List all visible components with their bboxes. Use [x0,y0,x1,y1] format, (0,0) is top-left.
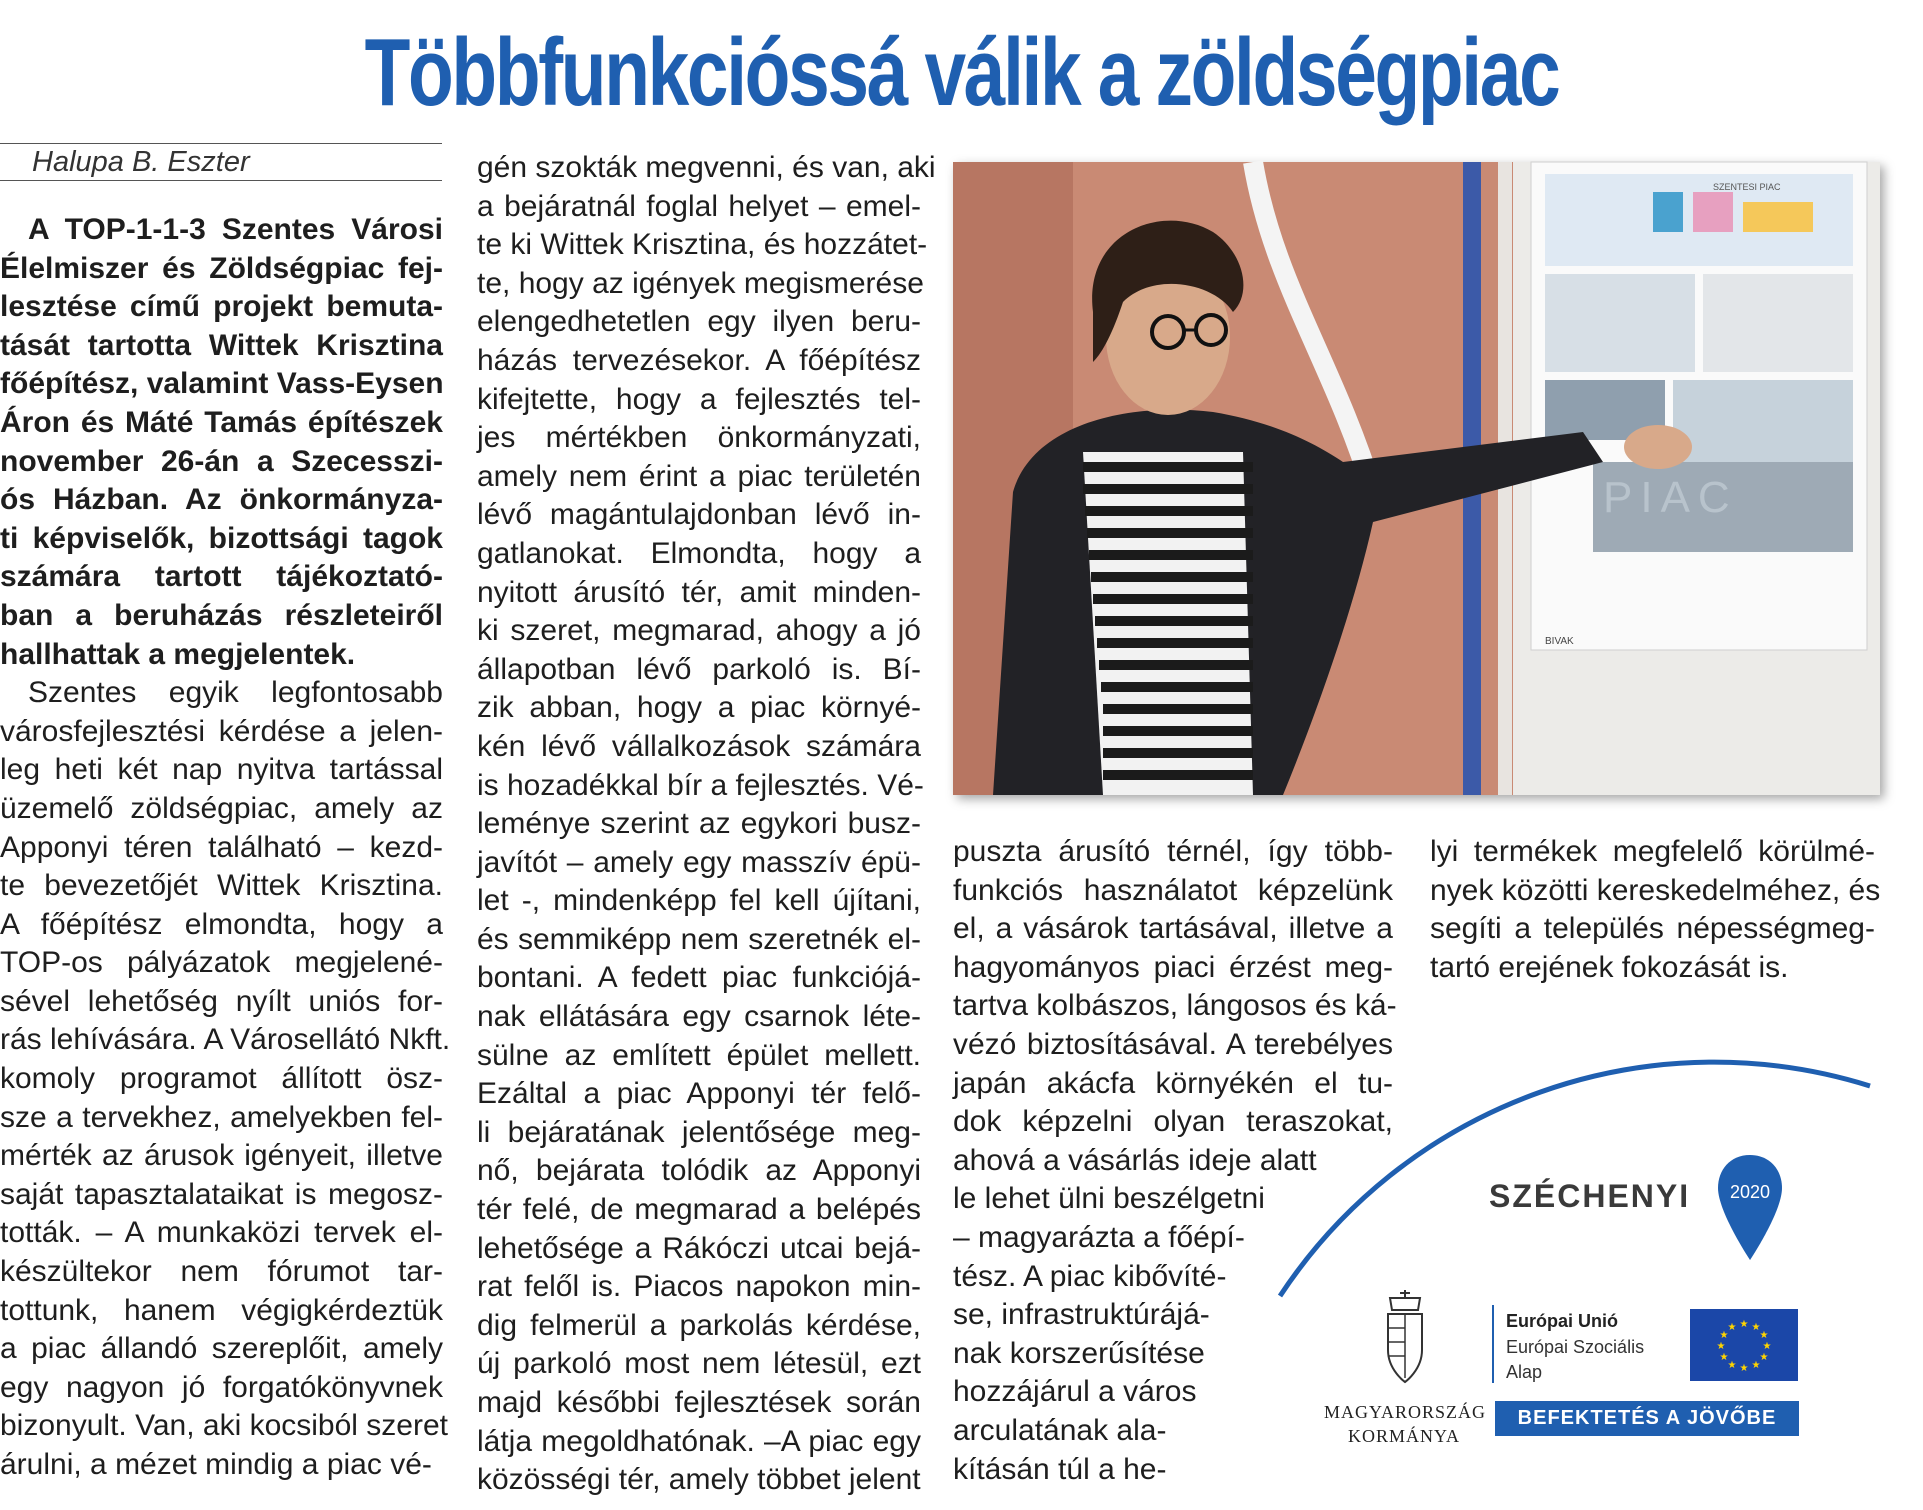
text-line: sével lehetőség nyílt uniós for- [0,984,443,1018]
text-line: elengedhetetlen egy ilyen beru- [477,305,921,339]
text-line: tását tartotta Wittek Krisztina [0,328,443,362]
text-line: Apponyi téren található – kezd- [0,830,443,864]
text-line: japán akácfa környékén el tu- [953,1066,1393,1100]
text-line: dok képzelni olyan teraszokat, [953,1105,1393,1139]
text-line: komoly programot állított ösz- [0,1062,443,1096]
szechenyi-year: 2020 [1729,1182,1771,1202]
text-line: te ki Wittek Krisztina, és hozzátet- [477,228,928,262]
text-line: tották. – A munkaközi tervek el- [0,1216,443,1250]
svg-text:★: ★ [1727,1322,1737,1333]
text-line: november 26-án a Szecesszi- [0,444,443,478]
poster-footer: BIVAK [1545,636,1574,647]
text-line: nyek közötti kereskedelméhez, és [1430,873,1881,907]
text-line: készültekor nem fórumot tar- [0,1255,443,1289]
svg-text:★: ★ [1739,1319,1749,1330]
text-line: arculatának ala- [953,1413,1167,1447]
svg-text:★: ★ [1759,1352,1769,1363]
hungarian-crest-icon [1380,1290,1430,1390]
text-line: nak korszerűsítése [953,1336,1205,1370]
text-line: te bevezetőjét Wittek Krisztina. [0,869,443,903]
byline: Halupa B. Eszter [32,146,250,178]
text-line: állapotban lévő parkoló is. Bí- [477,652,921,686]
svg-text:★: ★ [1727,1360,1737,1371]
text-line: a bejáratnál foglal helyet – emel- [477,189,921,223]
text-line: leg heti két nap nyitva tartással [0,753,443,787]
szechenyi-pin-icon [1715,1150,1785,1265]
text-line: házás tervezésekor. A főépítész [477,343,921,377]
text-line: leménye szerint az egykori busz- [477,807,921,841]
text-line: ban a beruházás részleteiről [0,598,443,632]
government-name-line1: MAGYARORSZÁG [1324,1402,1487,1422]
byline-top-rule [0,143,442,144]
text-line: Ezáltal a piac Apponyi tér felő- [477,1077,921,1111]
svg-text:★: ★ [1759,1330,1769,1341]
text-line: gén szokták megvenni, és van, aki [477,151,936,184]
text-line: lévő magántulajdonban lévő in- [477,498,921,532]
text-line: A főépítész elmondta, hogy a [0,907,443,941]
text-line: se, infrastruktúrájá- [953,1298,1210,1332]
eu-flag-icon [1690,1309,1798,1381]
text-line: dig felmerül a parkolás kérdése, [477,1308,921,1342]
text-line: hozzájárul a város [953,1375,1197,1409]
text-line: tér felé, de megmarad a belépés [477,1193,921,1227]
text-line: lesztése című projekt bemuta- [0,290,443,324]
text-line: let -, mindenképp fel kell újítani, [477,884,921,918]
text-line: ki szeret, megmarad, ahogy a jó [477,614,921,648]
text-line: hagyományos piaci érzést meg- [953,950,1393,984]
text-line: számára tartott tájékoztató- [0,560,443,594]
text-line: egy nagyon jó forgatókönyvnek [0,1370,443,1404]
text-line: TOP-os pályázatok megjelené- [0,946,443,980]
text-line: rat felől is. Piacos napokon min- [477,1270,921,1304]
text-line: nő, bejárata tolódik az Apponyi [477,1154,921,1188]
text-line: majd későbbi fejlesztések során [477,1386,921,1419]
text-line: li bejáratának jelentősége meg- [477,1115,921,1149]
szechenyi-logo-text: SZÉCHENYI [1489,1178,1691,1214]
text-line: tottunk, hanem végigkérdeztük [0,1293,443,1327]
text-line: kifejtette, hogy a fejlesztés tel- [477,382,921,416]
text-line: le lehet ülni beszélgetni [953,1182,1265,1216]
eu-title: Európai Unió [1506,1311,1618,1331]
text-line: el, a vásárok tartásával, illetve a [953,912,1393,946]
article-column-2 [477,149,936,1500]
text-line: kításán túl a he- [953,1452,1167,1486]
svg-text:★: ★ [1739,1363,1749,1374]
text-line: zik abban, hogy a piac környé- [477,691,921,725]
text-line: sülne az említett épület mellett. [477,1038,921,1072]
text-line: bizonyult. Van, aki kocsiból szeret [0,1409,448,1443]
text-line: lehetősége a Rákóczi utcai bejá- [477,1231,921,1265]
headline: Többfunkcióssá válik a zöldségpiac [364,19,1559,126]
text-line: nyitott árusító tér, amit minden- [477,575,921,609]
svg-text:★: ★ [1751,1322,1761,1333]
eu-fund-line1: Európai Szociális [1506,1337,1645,1357]
text-line: a piac állandó szereplőit, amely [0,1332,443,1366]
text-line: te, hogy az igények megismerése [477,266,924,300]
text-line: tész. A piac kibővíté- [953,1259,1227,1293]
text-line: új parkoló most nem létesül, ezt [477,1347,921,1381]
text-line: ós Házban. Az önkormányza- [0,483,443,517]
text-line: rás lehívására. A Városellátó Nkft. [0,1023,451,1057]
text-line: Szentes egyik legfontosabb [28,676,443,710]
poster-label: SZENTESI PIAC [1713,182,1781,192]
poster-big-text: PIAC [1603,473,1738,522]
text-line: látja megoldhatónak. –A piac egy [477,1424,921,1458]
text-line: funkciós használatot képzelünk [953,873,1393,907]
text-line: ti képviselők, bizottsági tagok [0,521,443,555]
eu-fund-line2: Alap [1506,1362,1543,1382]
striped-shirt [1083,452,1253,795]
text-line: – magyarázta a főépí- [953,1220,1245,1254]
text-line: jes mértékben önkormányzati, [477,421,921,455]
text-line: tartva kolbászos, lángosos és ká- [953,989,1397,1023]
text-line: puszta árusító térnél, így több- [953,835,1393,868]
text-line: üzemelő zöldségpiac, amely az [0,791,443,825]
article-column-4 [1430,833,1881,987]
text-line: nak ellátására egy csarnok léte- [477,1000,921,1034]
investment-slogan-banner: BEFEKTETÉS A JÖVŐBE [1495,1401,1799,1436]
svg-text:★: ★ [1719,1352,1729,1363]
text-line: mérték az árusok igényeit, illetve [0,1139,443,1173]
svg-text:★: ★ [1716,1341,1726,1352]
text-line: árulni, a mézet mindig a piac vé- [0,1448,432,1481]
text-line: A TOP-1-1-3 Szentes Városi [28,213,443,246]
text-line: ahová a vásárlás ideje alatt [953,1143,1317,1177]
text-line: városfejlesztési kérdése a jelen- [0,714,443,748]
text-line: hallhattak a megjelentek. [0,637,356,671]
svg-text:★: ★ [1762,1341,1772,1352]
byline-bottom-rule [0,180,442,181]
text-line: tartó erejének fokozását is. [1430,950,1789,984]
svg-text:★: ★ [1751,1360,1761,1371]
text-line: Áron és Máté Tamás építészek [0,405,443,439]
text-line: Élelmiszer és Zöldségpiac fej- [0,251,443,285]
text-line: közösségi tér, amely többet jelent [477,1463,921,1497]
svg-text:★: ★ [1719,1330,1729,1341]
text-line: saját tapasztalataikat is megosz- [0,1177,443,1211]
article-photo [953,162,1880,795]
text-line: kén lévő vállalkozások számára [477,729,921,763]
text-line: gatlanokat. Elmondta, hogy a [477,536,921,570]
text-line: vézó biztosításával. A terebélyes [953,1027,1393,1061]
text-line: is hozadékkal bír a fejlesztés. Vé- [477,768,924,802]
government-name-line2: KORMÁNYA [1347,1426,1460,1446]
text-line: amely nem érint a piac területén [477,459,921,493]
text-line: sze a tervekhez, amelyekben fel- [0,1100,443,1134]
text-line: lyi termékek megfelelő körülmé- [1430,835,1875,868]
article-column-1 [0,211,451,1485]
text-line: és semmiképp nem szeretnék el- [477,922,921,956]
text-line: segíti a település népességmeg- [1430,912,1875,946]
text-line: javítót – amely egy masszív épü- [477,845,921,879]
text-line: bontani. A fedett piac funkciójá- [477,961,921,995]
text-line: főépítész, valamint Vass-Eysen [0,367,444,401]
